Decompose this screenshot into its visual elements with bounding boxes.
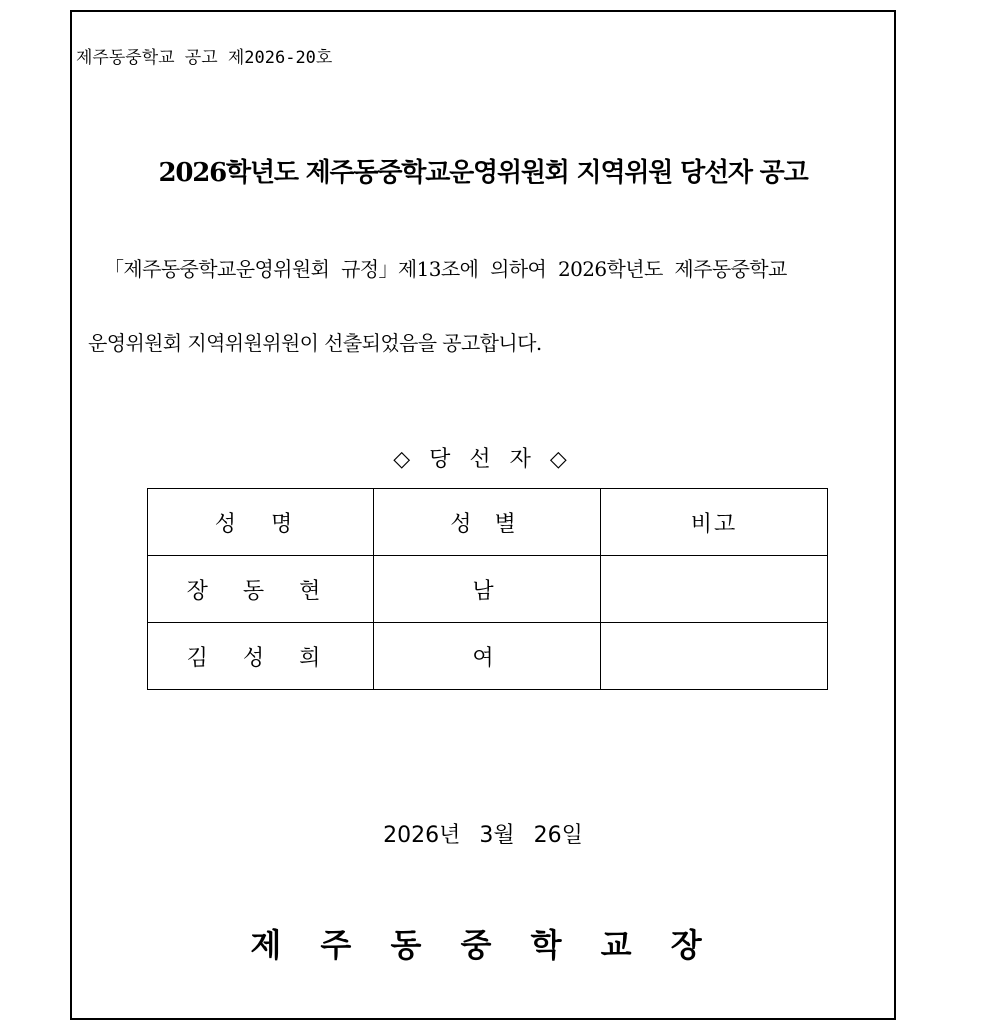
cell-gender: 남 bbox=[374, 556, 601, 623]
header-gender: 성 별 bbox=[374, 489, 601, 556]
announcement-date: 2026년 3월 26일 bbox=[383, 823, 583, 848]
document-title: 2026학년도 제주동중학교운영위원회 지역위원 당선자 공고 bbox=[158, 158, 808, 188]
header-name: 성 명 bbox=[148, 489, 374, 556]
cell-remarks bbox=[601, 623, 828, 690]
header-remarks: 비고 bbox=[601, 489, 828, 556]
notice-number: 제주동중학교 공고 제2026-20호 bbox=[76, 48, 333, 68]
section-heading-winners: ◇ 당 선 자 ◇ bbox=[393, 447, 573, 472]
body-text-line-2: 운영위원회 지역위원위원이 선출되었음을 공고합니다. bbox=[88, 331, 542, 355]
signatory-principal: 제 주 동 중 학 교 장 bbox=[250, 926, 716, 964]
table-row bbox=[148, 556, 828, 623]
body-text-line-1: 「제주동중학교운영위원회 규정」제13조에 의하여 2026학년도 제주동중학교 bbox=[104, 257, 787, 281]
winners-table bbox=[147, 488, 828, 690]
table-row bbox=[148, 623, 828, 690]
cell-remarks bbox=[601, 556, 828, 623]
cell-name: 장 동 현 bbox=[148, 556, 374, 623]
cell-name: 김 성 희 bbox=[148, 623, 374, 690]
table-header-row bbox=[148, 489, 828, 556]
cell-gender: 여 bbox=[374, 623, 601, 690]
